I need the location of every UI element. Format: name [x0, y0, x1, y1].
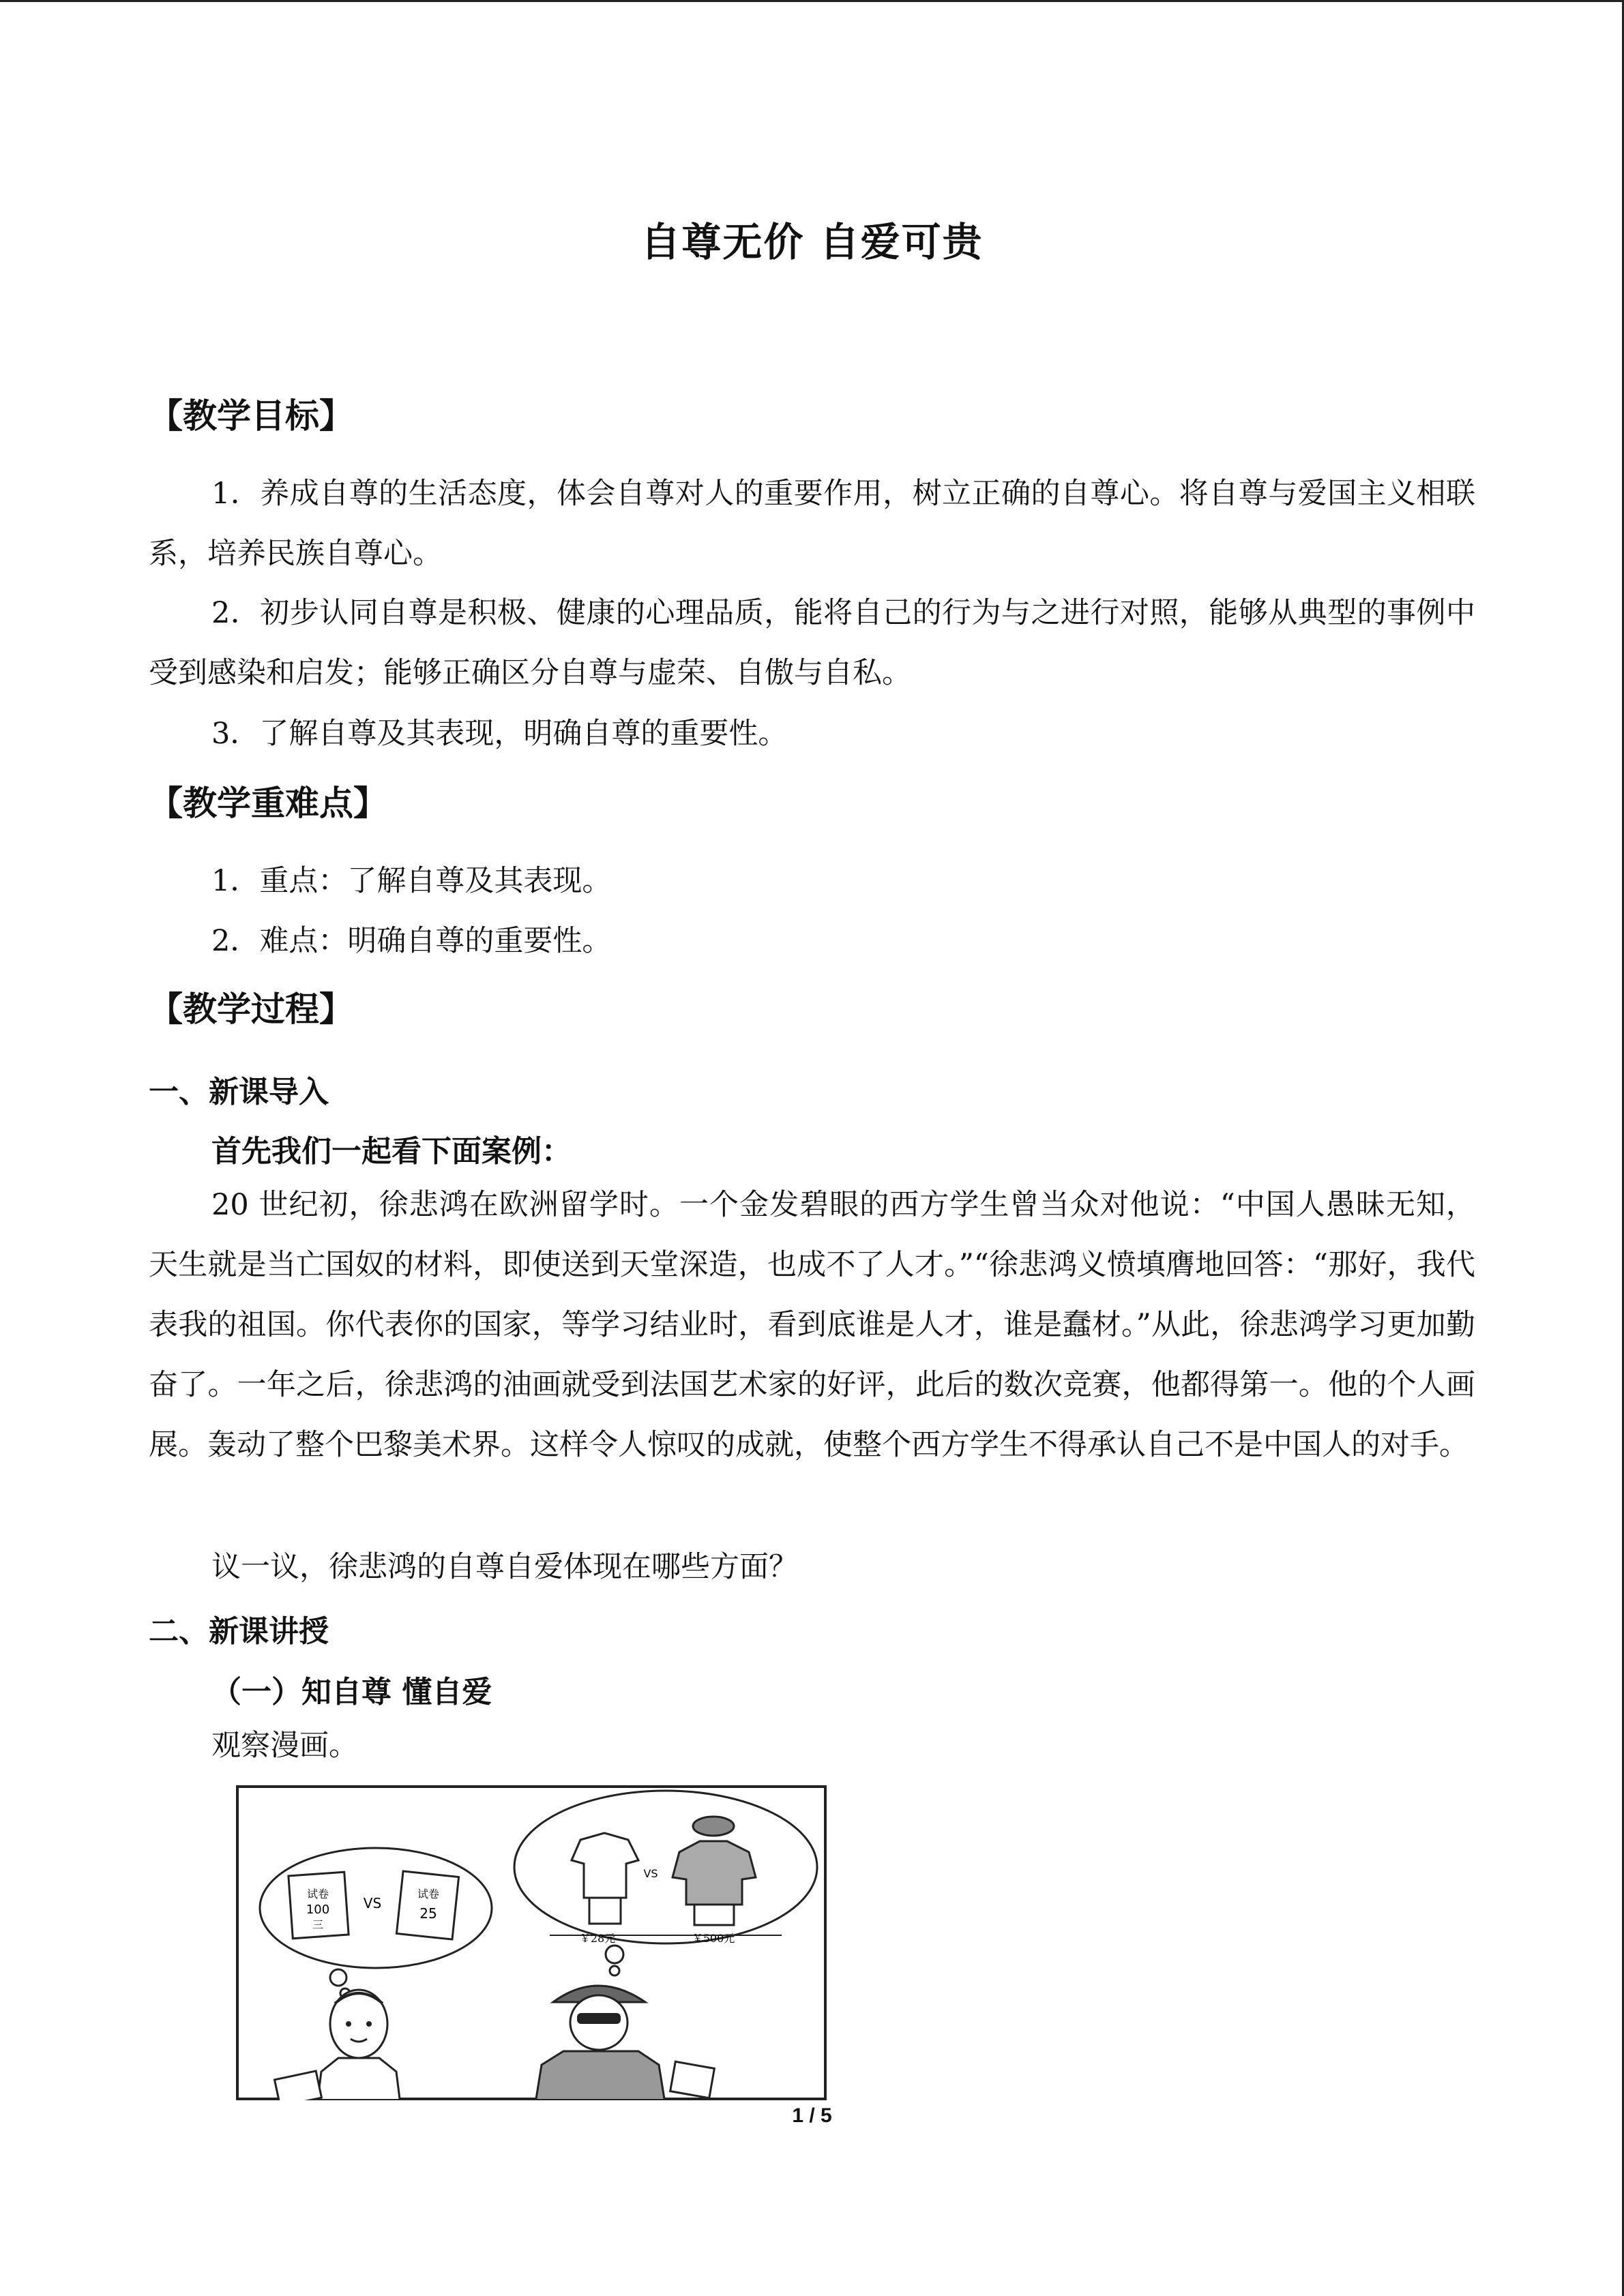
key-point-item-2: 2．难点：明确自尊的重要性。 — [211, 924, 612, 958]
part1-lead: 首先我们一起看下面案例： — [211, 1134, 572, 1169]
part2-heading: 二、新课讲授 — [149, 1614, 329, 1649]
part2-subheading: （一）知自尊 懂自爱 — [211, 1675, 492, 1710]
part1-heading: 一、新课导入 — [149, 1075, 329, 1109]
left-paper-title: 试卷 — [306, 1888, 329, 1900]
process-heading: 【教学过程】 — [149, 989, 353, 1029]
key-point-item-1: 1．重点：了解自尊及其表现。 — [211, 864, 612, 898]
page-title: 自尊无价 自爱可贵 — [640, 219, 984, 265]
price-left: ￥28元 — [579, 1932, 616, 1945]
part1-question: 议一议，徐悲鸿的自尊自爱体现在哪些方面？ — [211, 1550, 798, 1584]
right-paper-title: 试卷 — [417, 1888, 440, 1900]
cartoon-illustration — [236, 1785, 827, 2100]
right-paper-score: 25 — [419, 1905, 437, 1922]
left-paper-score: 100 — [306, 1903, 330, 1917]
part2-observe: 观察漫画。 — [211, 1729, 358, 1763]
left-paper-mark: 三 — [312, 1918, 324, 1931]
right-vs-label: VS — [643, 1867, 658, 1880]
objective-item-3: 3．了解自尊及其表现，明确自尊的重要性。 — [211, 717, 788, 751]
objectives-heading: 【教学目标】 — [149, 396, 353, 436]
page-border-top — [0, 0, 1624, 2]
key-points-heading: 【教学重难点】 — [149, 784, 387, 823]
objective-item-2: 2．初步认同自尊是积极、健康的心理品质，能将自己的行为与之进行对照，能够从典型的事例中受到感染和启发；能够正确区分自尊与虚荣、自傲与自私。 — [149, 596, 1475, 690]
left-vs-label: VS — [363, 1895, 382, 1911]
objective-item-1: 1．养成自尊的生活态度，体会自尊对人的重要作用，树立正确的自尊心。将自尊与爱国主义相联系，培养民族自尊心。 — [149, 477, 1475, 571]
price-right: ￥500元 — [692, 1932, 735, 1945]
page-number: 1 / 5 — [792, 2104, 832, 2127]
part1-story: 20 世纪初，徐悲鸿在欧洲留学时。一个金发碧眼的西方学生曾当众对他说：“中国人愚昧无知，天生就是当亡国奴的材料，即使送到天堂深造，也成不了人才。”“徐悲鸿义愤填膺地回答：“那好，我代表我的祖国。你代表你的国家，等学习结业时，看到底谁是人才，谁是蠢材。”从此，徐悲鸿学习更加勤奋了。一年之后，徐悲鸿的油画就受到法国艺术家的好评，此后的数次竞赛，他都得第一。他的个人画展。轰动了整个巴黎美术界。这样令人惊叹的成就，使整个西方学生不得承认自己不是中国人的对手。 — [149, 1188, 1475, 1462]
